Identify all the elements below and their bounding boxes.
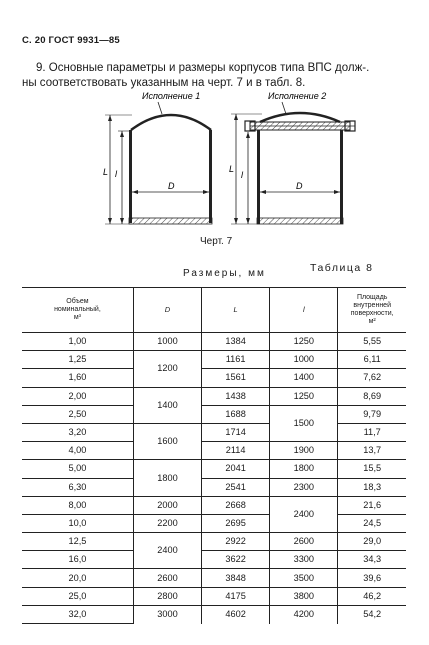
variant-2-label-l: l xyxy=(241,170,243,180)
cell-l: 1900 xyxy=(270,442,338,460)
header-area-line4: м² xyxy=(368,318,376,325)
variant-1-label-L: L xyxy=(103,167,109,177)
cell-area: 15,5 xyxy=(338,460,406,478)
table-row xyxy=(22,442,406,460)
paragraph-line-1: 9. Основные параметры и размеры корпусов типа ВПС долж-. xyxy=(36,62,370,74)
cell-L: 3848 xyxy=(202,569,270,587)
cell-l: 3300 xyxy=(270,551,338,569)
header-volume-line3: м³ xyxy=(73,314,82,321)
header-area-line2: внутренней xyxy=(353,302,391,309)
cell-D: 1800 xyxy=(133,460,201,496)
cell-area: 34,3 xyxy=(338,551,406,569)
cell-L: 1714 xyxy=(202,423,270,441)
cell-area: 24,5 xyxy=(338,514,406,532)
table-header-row xyxy=(22,288,406,333)
table-row xyxy=(22,478,406,496)
technical-drawing xyxy=(0,0,429,250)
cell-volume: 2,00 xyxy=(22,387,133,405)
cell-L: 1161 xyxy=(202,351,270,369)
cell-L: 2922 xyxy=(202,533,270,551)
cell-D: 1600 xyxy=(133,423,201,459)
cell-L: 2695 xyxy=(202,514,270,532)
cell-D: 2200 xyxy=(133,514,201,532)
table-row xyxy=(22,569,406,587)
cell-volume: 20,0 xyxy=(22,569,133,587)
cell-area: 21,6 xyxy=(338,496,406,514)
cell-volume: 32,0 xyxy=(22,605,133,623)
cell-l: 1000 xyxy=(270,351,338,369)
cell-volume: 1,00 xyxy=(22,333,133,351)
cell-L: 3622 xyxy=(202,551,270,569)
cell-l: 3800 xyxy=(270,587,338,605)
cell-D: 3000 xyxy=(133,605,201,623)
cell-L: 2541 xyxy=(202,478,270,496)
cell-area: 39,6 xyxy=(338,569,406,587)
cell-L: 1438 xyxy=(202,387,270,405)
cell-volume: 25,0 xyxy=(22,587,133,605)
header-area-line3: поверхности, xyxy=(350,310,394,317)
table-row xyxy=(22,533,406,551)
table-row xyxy=(22,333,406,351)
header-volume-line2: номинальный, xyxy=(54,306,101,313)
table-row xyxy=(22,587,406,605)
cell-l: 1500 xyxy=(270,405,338,441)
cell-L: 2668 xyxy=(202,496,270,514)
cell-volume: 5,00 xyxy=(22,460,133,478)
cell-D: 1000 xyxy=(133,333,201,351)
table-row xyxy=(22,387,406,405)
variant-2-drawing xyxy=(229,91,355,224)
cell-volume: 3,20 xyxy=(22,423,133,441)
table-row xyxy=(22,351,406,369)
cell-D: 2800 xyxy=(133,587,201,605)
cell-D: 2600 xyxy=(133,569,201,587)
cell-l: 1800 xyxy=(270,460,338,478)
table-subtitle: Размеры, мм xyxy=(183,268,266,279)
cell-L: 1384 xyxy=(202,333,270,351)
cell-area: 54,2 xyxy=(338,605,406,623)
cell-D: 1200 xyxy=(133,351,201,387)
cell-volume: 1,25 xyxy=(22,351,133,369)
cell-volume: 12,5 xyxy=(22,533,133,551)
variant-2-label-D: D xyxy=(296,181,303,191)
cell-l: 2400 xyxy=(270,496,338,532)
cell-l: 1400 xyxy=(270,369,338,387)
variant-2-label: Исполнение 2 xyxy=(268,91,327,101)
cell-volume: 10,0 xyxy=(22,514,133,532)
header-l: l xyxy=(270,288,338,333)
cell-l: 4200 xyxy=(270,605,338,623)
table-row xyxy=(22,605,406,623)
table-row xyxy=(22,369,406,387)
table-row xyxy=(22,405,406,423)
cell-area: 13,7 xyxy=(338,442,406,460)
table-row xyxy=(22,551,406,569)
cell-area: 5,55 xyxy=(338,333,406,351)
spec-table xyxy=(22,287,406,624)
cell-area: 18,3 xyxy=(338,478,406,496)
header-volume-line1: Объем xyxy=(66,298,89,305)
cell-L: 4602 xyxy=(202,605,270,623)
cell-volume: 1,60 xyxy=(22,369,133,387)
cell-l: 3500 xyxy=(270,569,338,587)
variant-2-label-L: L xyxy=(229,164,235,174)
table-row xyxy=(22,460,406,478)
table-row xyxy=(22,514,406,532)
paragraph-line-2: ны соответствовать указанным на черт. 7 и в табл. 8. xyxy=(22,77,306,89)
cell-area: 8,69 xyxy=(338,387,406,405)
cell-l: 2600 xyxy=(270,533,338,551)
variant-1-label-D: D xyxy=(168,181,175,191)
cell-volume: 4,00 xyxy=(22,442,133,460)
header-volume xyxy=(22,288,133,333)
cell-l: 2300 xyxy=(270,478,338,496)
page-header: С. 20 ГОСТ 9931—85 xyxy=(22,35,120,46)
cell-volume: 6,30 xyxy=(22,478,133,496)
cell-volume: 8,00 xyxy=(22,496,133,514)
variant-1-drawing xyxy=(103,91,212,224)
table-title: Таблица 8 xyxy=(310,262,374,274)
cell-area: 7,62 xyxy=(338,369,406,387)
variant-1-label-l: l xyxy=(115,169,117,179)
header-area xyxy=(338,288,406,333)
cell-D: 2400 xyxy=(133,533,201,569)
cell-l: 1250 xyxy=(270,387,338,405)
cell-L: 2041 xyxy=(202,460,270,478)
cell-area: 9,79 xyxy=(338,405,406,423)
header-L: L xyxy=(202,288,270,333)
cell-area: 46,2 xyxy=(338,587,406,605)
cell-L: 1688 xyxy=(202,405,270,423)
header-area-line1: Площадь xyxy=(356,294,388,301)
header-D: D xyxy=(133,288,201,333)
cell-area: 6,11 xyxy=(338,351,406,369)
cell-L: 1561 xyxy=(202,369,270,387)
table-row xyxy=(22,423,406,441)
cell-D: 2000 xyxy=(133,496,201,514)
variant-1-label: Исполнение 1 xyxy=(142,91,201,101)
cell-area: 11,7 xyxy=(338,423,406,441)
figure-caption: Черт. 7 xyxy=(200,236,233,247)
cell-L: 2114 xyxy=(202,442,270,460)
cell-L: 4175 xyxy=(202,587,270,605)
cell-area: 29,0 xyxy=(338,533,406,551)
cell-volume: 16,0 xyxy=(22,551,133,569)
cell-D: 1400 xyxy=(133,387,201,423)
table-row xyxy=(22,496,406,514)
cell-l: 1250 xyxy=(270,333,338,351)
cell-volume: 2,50 xyxy=(22,405,133,423)
